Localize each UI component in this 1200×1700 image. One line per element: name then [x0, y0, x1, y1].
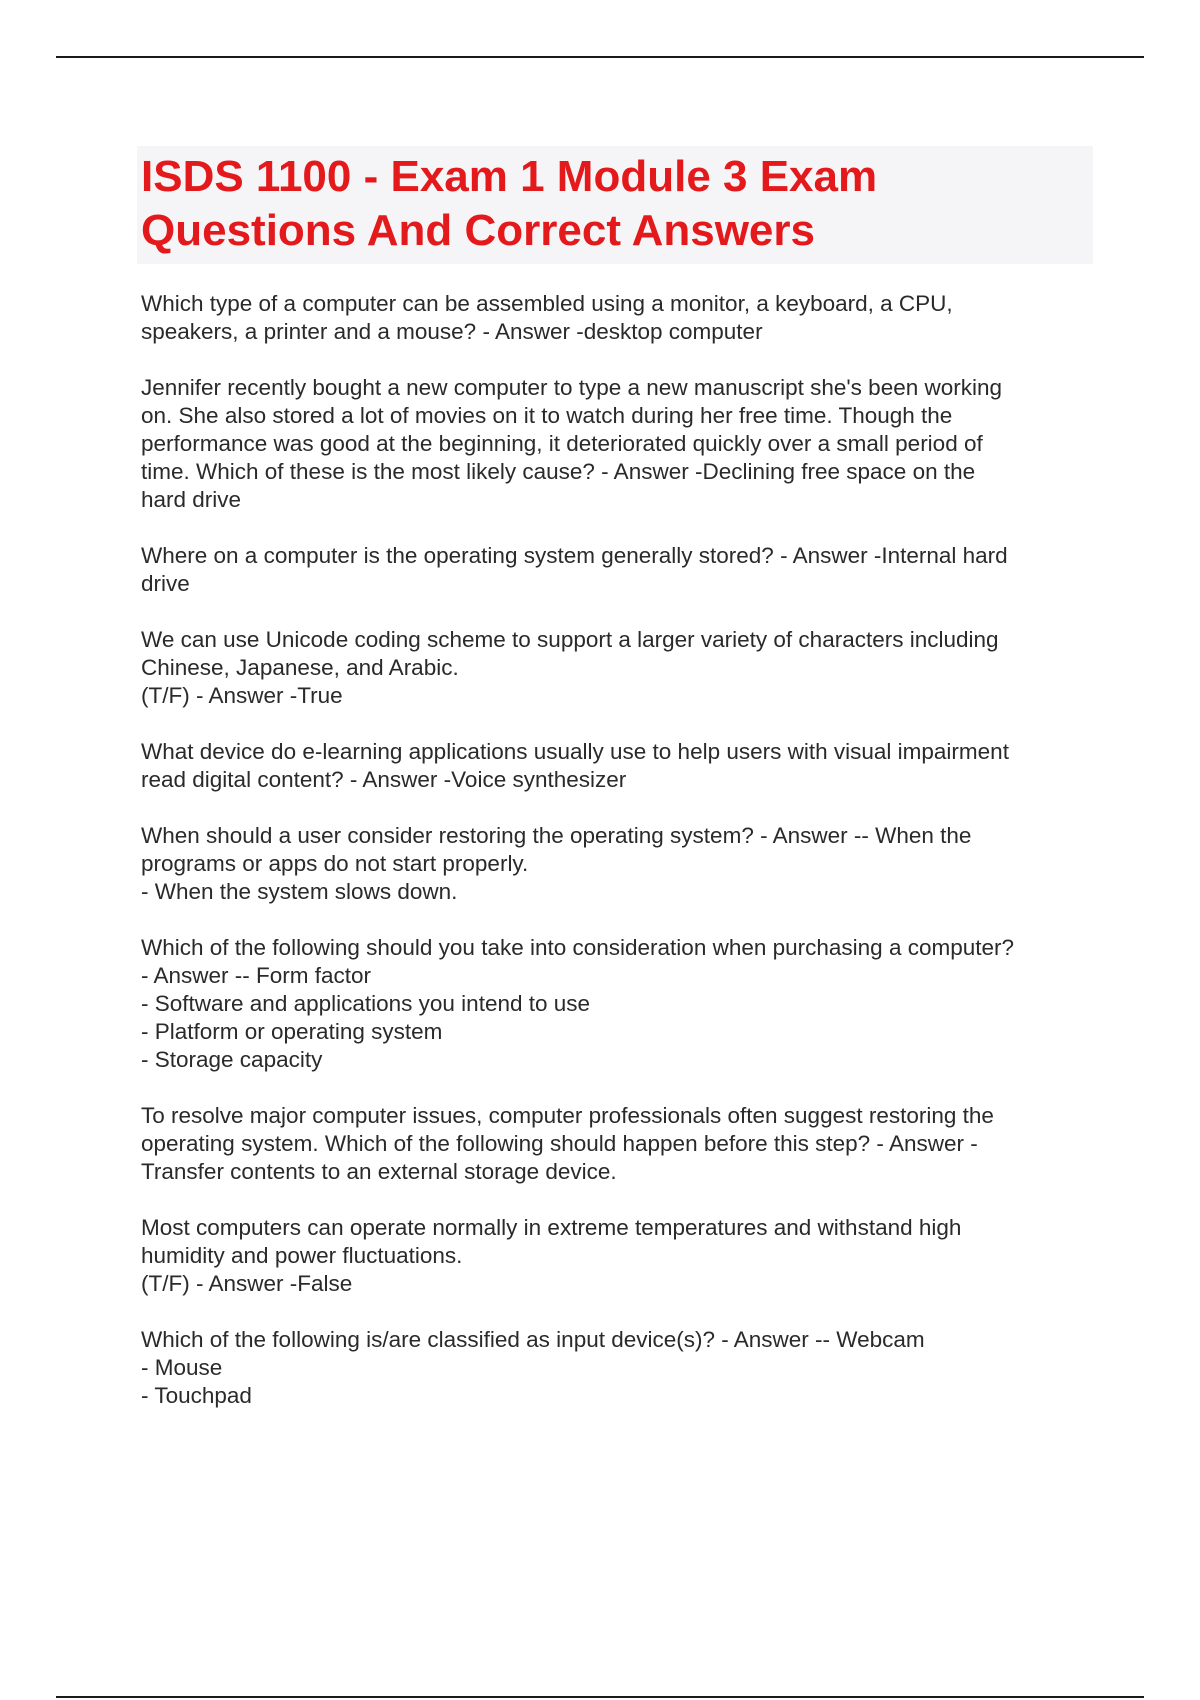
question-item [141, 542, 1093, 598]
question-line: We can use Unicode coding scheme to support a larger variety of characters including [141, 627, 999, 652]
question-line: Most computers can operate normally in extreme temperatures and withstand high [141, 1215, 962, 1240]
question-line: When should a user consider restoring the operating system? - Answer -- When the [141, 823, 972, 848]
question-item [141, 822, 1093, 906]
question-line: read digital content? - Answer -Voice synthesizer [141, 767, 627, 792]
question-line: - Touchpad [141, 1383, 252, 1408]
question-line: on. She also stored a lot of movies on it to watch during her free time. Though the [141, 403, 953, 428]
question-item [141, 290, 1093, 346]
question-line: - Platform or operating system [141, 1019, 443, 1044]
question-line: What device do e-learning applications usually use to help users with visual impairment [141, 739, 1009, 764]
question-item [141, 1214, 1093, 1298]
question-line: Jennifer recently bought a new computer to type a new manuscript she's been working [141, 375, 1003, 400]
question-line: Which of the following should you take into consideration when purchasing a computer? [141, 935, 1015, 960]
question-line: drive [141, 571, 190, 596]
question-line: humidity and power fluctuations. [141, 1243, 463, 1268]
question-line: To resolve major computer issues, computer professionals often suggest restoring the [141, 1103, 994, 1128]
question-line: speakers, a printer and a mouse? - Answer -desktop computer [141, 319, 763, 344]
title-line: ISDS 1100 - Exam 1 Module 3 Exam [141, 152, 878, 201]
question-line: Transfer contents to an external storage device. [141, 1159, 617, 1184]
question-line: - When the system slows down. [141, 879, 458, 904]
question-item [141, 626, 1093, 710]
question-line: Which of the following is/are classified as input device(s)? - Answer -- Webcam [141, 1327, 925, 1352]
question-line: operating system. Which of the following should happen before this step? - Answer - [141, 1131, 978, 1156]
question-list [141, 290, 1093, 1410]
title-line: Questions And Correct Answers [141, 206, 815, 255]
question-line: performance was good at the beginning, it deteriorated quickly over a small period of [141, 431, 983, 456]
document-title [141, 150, 1087, 258]
question-line: Where on a computer is the operating system generally stored? - Answer -Internal hard [141, 543, 1008, 568]
document-body [141, 146, 1093, 1438]
question-line: (T/F) - Answer -True [141, 683, 343, 708]
bottom-rule [56, 1696, 1144, 1698]
question-line: - Storage capacity [141, 1047, 323, 1072]
question-line: time. Which of these is the most likely cause? - Answer -Declining free space on the [141, 459, 976, 484]
question-item [141, 1102, 1093, 1186]
question-line: - Software and applications you intend to use [141, 991, 591, 1016]
question-line: programs or apps do not start properly. [141, 851, 529, 876]
question-item [141, 934, 1093, 1074]
question-line: (T/F) - Answer -False [141, 1271, 353, 1296]
question-item [141, 738, 1093, 794]
top-rule [56, 56, 1144, 58]
title-block [137, 146, 1093, 264]
question-line: - Mouse [141, 1355, 223, 1380]
question-item [141, 374, 1093, 514]
question-line: - Answer -- Form factor [141, 963, 372, 988]
question-line: hard drive [141, 487, 242, 512]
question-line: Which type of a computer can be assembled using a monitor, a keyboard, a CPU, [141, 291, 953, 316]
question-item [141, 1326, 1093, 1410]
question-line: Chinese, Japanese, and Arabic. [141, 655, 459, 680]
